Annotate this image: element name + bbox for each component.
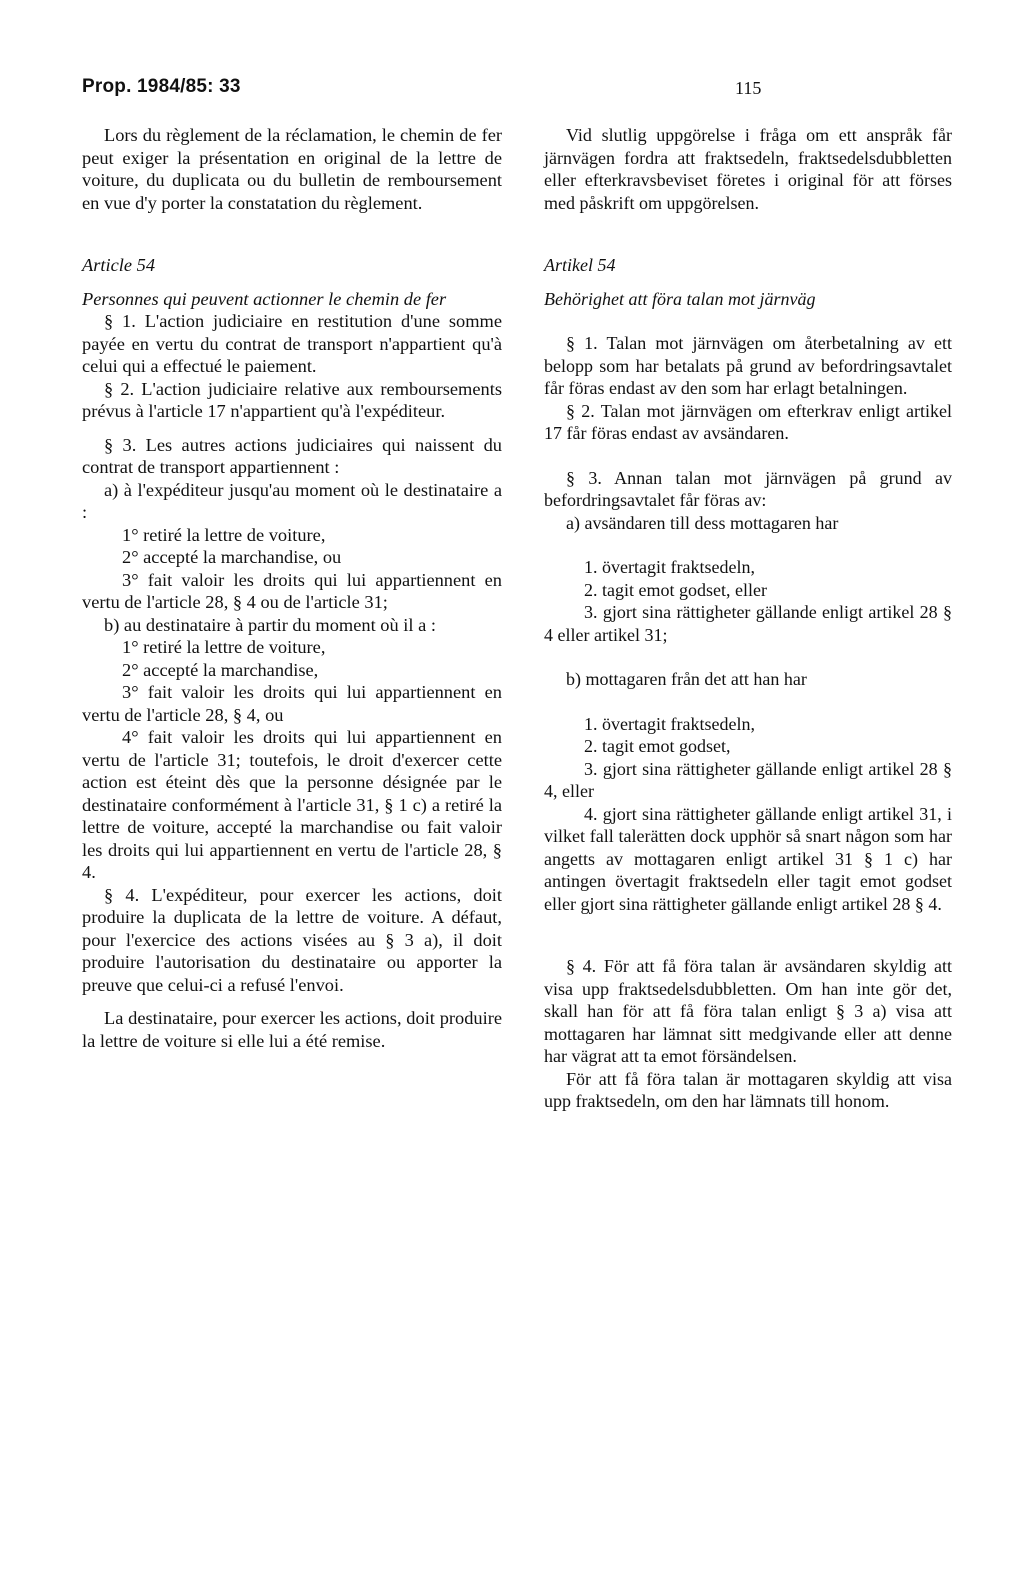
- french-section-3b-item-4: 4° fait valoir les droits qui lui appartiennent en vertu de l'article 31; toutefois, le droit d'exercer cette action est éteint dès que la personne désignée par le destinataire conformément à l'article 31, § 1 c) a retiré la lettre de voiture, accepté la marchandise ou fait valoir les droits qui lui appartiennent en vertu de l'article 28, § 4.: [82, 727, 502, 882]
- french-section-3a-item-3: 3° fait valoir les droits qui lui appartiennent en vertu de l'article 28, § 4 ou de l'article 31;: [82, 569, 502, 612]
- french-closing-paragraph: La destinataire, pour exercer les actions, doit produire la lettre de voiture si elle lui a été remise.: [82, 1008, 502, 1051]
- french-article-title: Article 54: [82, 255, 156, 275]
- french-section-4: § 4. L'expéditeur, pour exercer les actions, doit produire la duplicata de la lettre de voiture. A défaut, pour l'exercice des actions visées au § 3 a), il doit produire l'autorisation du destinataire ou apporter la preuve que celui-ci a refusé l'envoi.: [82, 884, 502, 995]
- swedish-section-3b-item-2: 2. tagit emot godset,: [584, 736, 731, 756]
- french-section-3b: b) au destinataire à partir du moment où il a :: [104, 614, 436, 635]
- french-section-3: § 3. Les autres actions judiciaires qui naissent du contrat de transport appartiennent :: [82, 434, 502, 477]
- french-section-3b-item-1: 1° retiré la lettre de voiture,: [122, 637, 326, 657]
- swedish-section-3b-item-4: 4. gjort sina rättigheter gällande enligt artikel 31, i vilket fall talerätten dock upphör så snart någon som har angetts av mottagaren enligt artikel 31 § 1 c) har antingen övertagit fraktsedeln eller tagit emot godset eller gjort sina rättigheter gällande enligt artikel 28 § 4.: [544, 803, 952, 914]
- swedish-section-3b: b) mottagaren från det att han har: [566, 669, 807, 689]
- swedish-section-3a-item-3: 3. gjort sina rättigheter gällande enligt artikel 28 § 4 eller artikel 31;: [544, 602, 952, 645]
- french-section-2: § 2. L'action judiciaire relative aux remboursements prévus à l'article 17 n'appartient qu'à l'expéditeur.: [82, 378, 502, 421]
- swedish-column: [544, 124, 952, 1113]
- swedish-section-3: § 3. Annan talan mot järnvägen på grund av befordringsavtalet får föras av:: [544, 467, 952, 510]
- swedish-section-3a-item-1: 1. övertagit fraktsedeln,: [584, 557, 755, 577]
- french-section-3a-item-2: 2° accepté la marchandise, ou: [122, 547, 342, 567]
- swedish-closing-paragraph: För att få föra talan är mottagaren skyldig att visa upp fraktsedeln, om den har lämnats till honom.: [544, 1068, 952, 1111]
- swedish-section-3b-item-3: 3. gjort sina rättigheter gällande enligt artikel 28 § 4, eller: [544, 758, 952, 801]
- publication-reference: Prop. 1984/85: 33: [82, 76, 241, 97]
- page-number: 115: [735, 78, 762, 98]
- french-section-3a: a) à l'expéditeur jusqu'au moment où le destinataire a :: [82, 479, 502, 522]
- swedish-section-3b-item-1: 1. övertagit fraktsedeln,: [584, 713, 755, 734]
- french-article-subtitle: Personnes qui peuvent actionner le chemin de fer: [82, 288, 447, 309]
- swedish-section-4: § 4. För att få föra talan är avsändaren skyldig att visa upp fraktsedelsdubbletten. Om han inte gör det, skall han för att få föra talan enligt § 3 a) visa att mottagaren har lämnat sitt medgivande eller att denne har vägrat att ta emot försändelsen.: [544, 956, 952, 1066]
- swedish-section-1: § 1. Talan mot järnvägen om återbetalning av ett belopp som har betalats på grund av befordringsavtalet får föras endast av den som har erlagt betalningen.: [544, 333, 952, 398]
- swedish-article-title: Artikel 54: [544, 255, 616, 275]
- french-intro-paragraph: Lors du règlement de la réclamation, le chemin de fer peut exiger la présentation en original de la lettre de voiture, du duplicata ou du bulletin de remboursement en vue d'y porter la constatation du règlement.: [82, 125, 502, 213]
- french-section-3a-item-1: 1° retiré la lettre de voiture,: [122, 524, 326, 545]
- swedish-article-subtitle: Behörighet att föra talan mot järnväg: [544, 288, 816, 309]
- swedish-section-3a-item-2: 2. tagit emot godset, eller: [584, 579, 767, 600]
- swedish-intro-paragraph: Vid slutlig uppgörelse i fråga om ett anspråk får järnvägen fordra att fraktsedeln, fraktsedelsdubbletten eller efterkravsbeviset företes i original för att förses med påskrift om uppgörelsen.: [544, 125, 952, 213]
- swedish-section-3a: a) avsändaren till dess mottagaren har: [566, 512, 839, 533]
- swedish-section-2: § 2. Talan mot järnvägen om efterkrav enligt artikel 17 får föras endast av avsändaren.: [544, 400, 952, 443]
- french-section-3b-item-2: 2° accepté la marchandise,: [122, 659, 319, 680]
- french-section-3b-item-3: 3° fait valoir les droits qui lui appartiennent en vertu de l'article 28, § 4, ou: [82, 682, 502, 725]
- french-section-1: § 1. L'action judiciaire en restitution d'une somme payée en vertu du contrat de transport n'appartient qu'à celui qui a effectué le paiement.: [82, 311, 502, 376]
- french-column: [82, 124, 502, 1052]
